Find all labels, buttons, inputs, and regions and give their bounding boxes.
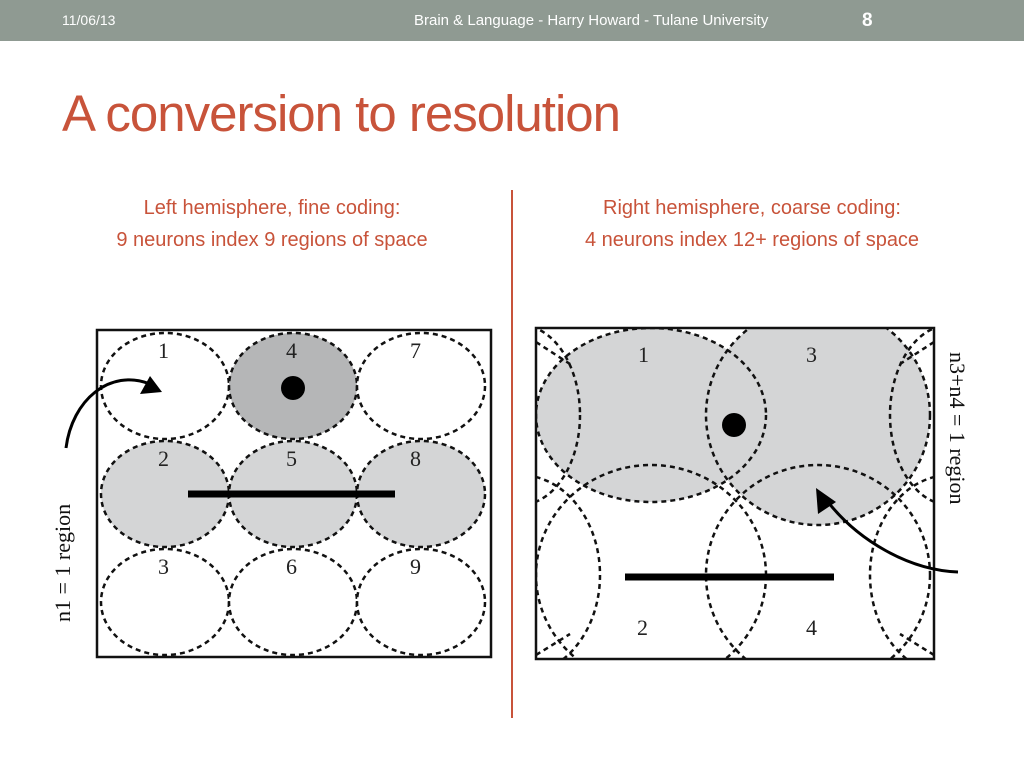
left-region-label: 3 bbox=[158, 554, 169, 579]
right-region-label: 1 bbox=[638, 342, 649, 367]
right-rotated-label: n3+n4 = 1 region bbox=[945, 352, 970, 505]
region-circle-7 bbox=[357, 333, 485, 439]
right-region-label: 3 bbox=[806, 342, 817, 367]
left-heading-line2: 9 neurons index 9 regions of space bbox=[116, 229, 428, 251]
left-rotated-label: n1 = 1 region bbox=[50, 503, 75, 622]
region-circle-9 bbox=[357, 549, 485, 655]
coarse-coding-diagram bbox=[440, 305, 1024, 685]
stimulus-dot bbox=[722, 413, 746, 437]
left-region-label: 7 bbox=[410, 338, 421, 363]
left-region-label: 8 bbox=[410, 446, 421, 471]
right-heading-line1: Right hemisphere, coarse coding: bbox=[603, 197, 901, 219]
left-region-label: 4 bbox=[286, 338, 297, 363]
slide-footer: Brain & Language - Harry Howard - Tulane University bbox=[414, 12, 769, 29]
left-region-label: 9 bbox=[410, 554, 421, 579]
right-heading-line2: 4 neurons index 12+ regions of space bbox=[584, 229, 920, 251]
right-region-label: 4 bbox=[806, 615, 817, 640]
left-region-label: 1 bbox=[158, 338, 169, 363]
right-region-label: 2 bbox=[637, 615, 648, 640]
left-region-label: 2 bbox=[158, 446, 169, 471]
left-region-label: 6 bbox=[286, 554, 297, 579]
left-heading-line1: Left hemisphere, fine coding: bbox=[143, 197, 401, 219]
fine-coding-diagram bbox=[50, 330, 491, 657]
stimulus-dot bbox=[281, 376, 305, 400]
slide-title: A conversion to resolution bbox=[62, 85, 621, 142]
page-number: 8 bbox=[862, 10, 873, 31]
slide-date: 11/06/13 bbox=[62, 12, 116, 28]
left-region-label: 5 bbox=[286, 446, 297, 471]
